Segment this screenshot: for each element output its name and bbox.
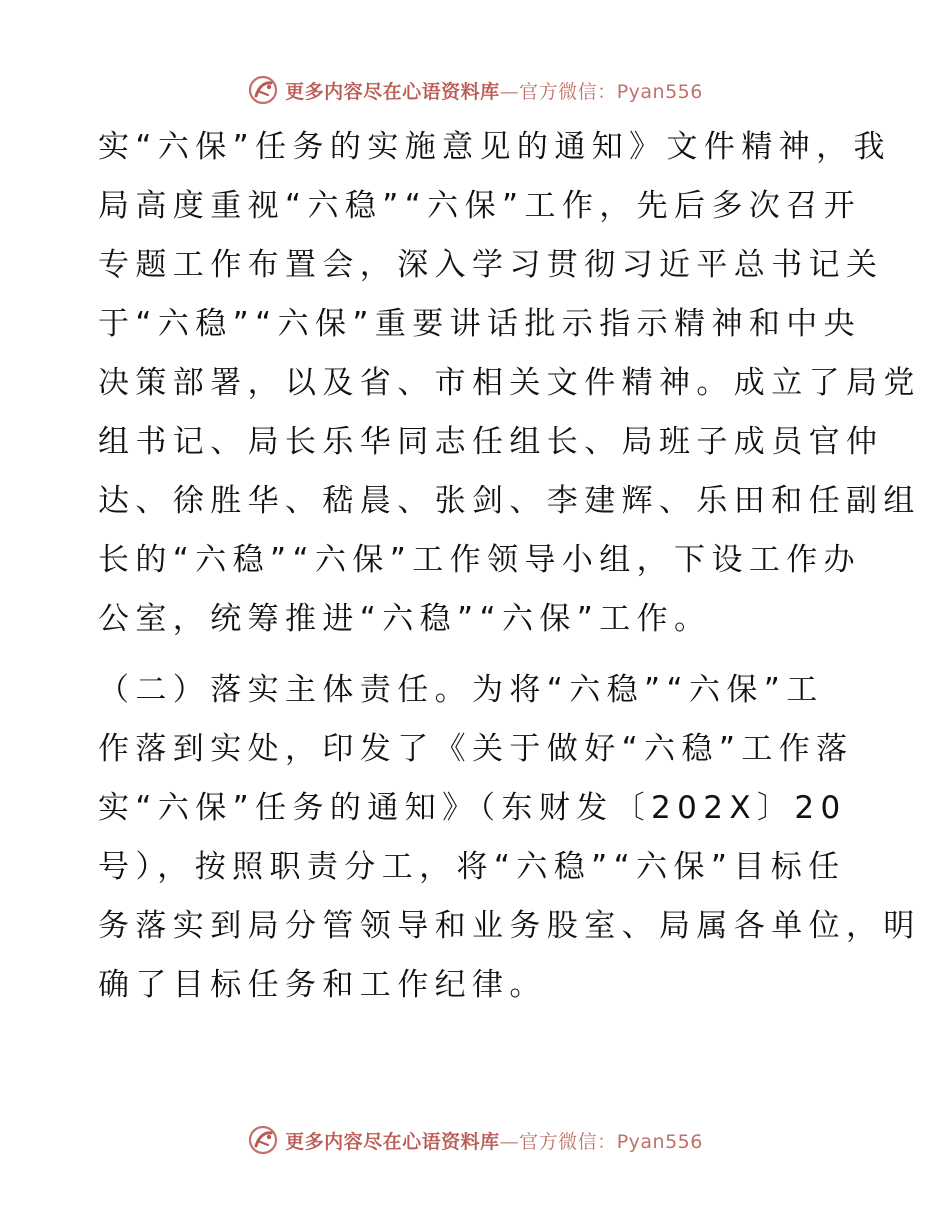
- text-line: 达、徐胜华、嵇晨、张剑、李建辉、乐田和任副组: [98, 483, 921, 519]
- watermark-wechat-label: 官方微信：: [519, 80, 617, 103]
- text-line: 号），按照职责分工，将“六稳”“六保”目标任: [98, 849, 846, 885]
- text-line: 决策部署，以及省、市相关文件精神。成立了局党: [98, 365, 921, 401]
- watermark-wechat-id: Pyan556: [616, 1130, 703, 1153]
- header-watermark: [0, 72, 950, 108]
- watermark-brand: 更多内容尽在心语资料库: [285, 80, 500, 103]
- text-line: 组书记、局长乐华同志任组长、局班子成员官仲: [98, 424, 884, 460]
- footer-watermark: [0, 1122, 950, 1158]
- watermark-wechat-label: 官方微信：: [519, 1130, 617, 1153]
- seal-logo-icon: [247, 74, 279, 106]
- seal-logo-icon: [247, 1124, 279, 1156]
- text-line: 于“六稳”“六保”重要讲话批示指示精神和中央: [98, 306, 862, 342]
- paragraph-2: [98, 661, 921, 1015]
- text-line: 长的“六稳”“六保”工作领导小组，下设工作办: [98, 542, 862, 578]
- text-line: 确了目标任务和工作纪律。: [98, 967, 547, 1003]
- watermark-separator: —: [499, 80, 520, 103]
- text-line: 作落到实处，印发了《关于做好“六稳”工作落: [98, 731, 854, 767]
- text-line: （二）落实主体责任。为将“六稳”“六保”工: [98, 672, 824, 708]
- watermark-text: [285, 1127, 703, 1154]
- watermark-text: [285, 77, 703, 104]
- paragraph-1: [98, 118, 921, 649]
- text-line: 实“六保”任务的通知》（东财发〔202X〕20: [98, 790, 847, 826]
- text-line: 局高度重视“六稳”“六保”工作，先后多次召开: [98, 188, 862, 224]
- watermark-brand: 更多内容尽在心语资料库: [285, 1130, 500, 1153]
- watermark-wechat-id: Pyan556: [616, 80, 703, 103]
- text-line: 公室，统筹推进“六稳”“六保”工作。: [98, 601, 712, 637]
- text-line: 专题工作布置会，深入学习贯彻习近平总书记关: [98, 247, 884, 283]
- text-line: 实“六保”任务的实施意见的通知》文件精神，我: [98, 129, 891, 165]
- text-line: 务落实到局分管领导和业务股室、局属各单位，明: [98, 908, 921, 944]
- watermark-separator: —: [499, 1130, 520, 1153]
- document-body: [98, 118, 921, 1015]
